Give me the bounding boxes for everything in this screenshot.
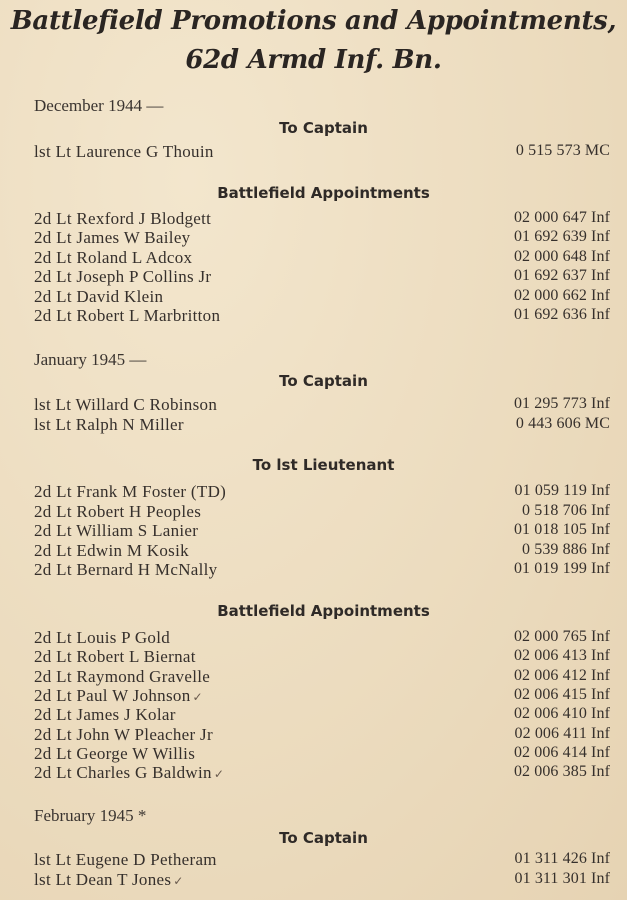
serial-number: 01 692 636 Inf [513, 306, 610, 323]
officer-name-text: 2d Lt Charles G Baldwin [34, 763, 212, 783]
serial-number: 01 019 199 Inf [513, 560, 610, 577]
serial-number: 02 000 647 Inf [513, 209, 610, 226]
officer-name [34, 667, 210, 687]
roster-row [0, 267, 627, 287]
heading-battlefield-appointments-dec: Battlefield Appointments [217, 184, 430, 202]
roster-row [0, 667, 627, 687]
roster-row [0, 521, 627, 541]
serial-number: 02 000 648 Inf [513, 247, 610, 265]
officer-name-text: 2d Lt Robert L Biernat [34, 647, 196, 667]
officer-name-text: 2d Lt David Klein [34, 286, 164, 306]
officer-name-text: 2d Lt Raymond Gravelle [34, 666, 211, 686]
officer-name-text: 2d Lt Louis P Gold [34, 628, 171, 647]
officer-name [34, 870, 184, 890]
heading-to-captain-jan: To Captain [279, 372, 368, 390]
roster-row [0, 744, 627, 764]
roster-row [0, 560, 627, 580]
serial-number: 01 059 119 Inf [514, 482, 610, 499]
officer-name-text: 2d Lt James J Kolar [34, 705, 176, 725]
serial-number: 02 000 765 Inf [513, 628, 610, 645]
roster-row [0, 628, 627, 648]
roster-row [0, 395, 627, 415]
heading-to-captain-dec: To Captain [279, 119, 368, 137]
serial-number: 02 006 410 Inf [513, 705, 610, 723]
officer-name-text: 2d Lt Joseph P Collins Jr [34, 267, 212, 287]
roster-row [0, 763, 627, 783]
officer-name [34, 541, 189, 561]
serial-number: 02 006 385 Inf [513, 763, 610, 781]
roster-row [0, 142, 627, 162]
roster-row [0, 482, 627, 502]
officer-name [34, 142, 214, 162]
officer-name [34, 763, 224, 783]
serial-number: 01 295 773 Inf [513, 395, 610, 412]
serial-number: 01 311 301 Inf [514, 869, 610, 887]
officer-name [34, 228, 190, 248]
officer-name [34, 850, 217, 870]
officer-name [34, 209, 211, 229]
serial-number: 0 518 706 Inf [522, 501, 610, 519]
roster-row [0, 686, 627, 706]
heading-battlefield-appointments-jan: Battlefield Appointments [217, 602, 430, 620]
officer-name-text: 2d Lt Robert H Peoples [34, 501, 202, 521]
officer-name-text: 2d Lt John W Pleacher Jr [34, 724, 213, 744]
roster-row [0, 228, 627, 248]
officer-name-text: lst Lt Eugene D Petheram [34, 850, 217, 869]
roster-row [0, 725, 627, 745]
officer-name [34, 686, 203, 706]
officer-name-text: 2d Lt Edwin M Kosik [34, 540, 189, 560]
serial-number: 02 006 411 Inf [514, 724, 610, 742]
officer-name [34, 287, 163, 307]
date-january-1945: January 1945 — [34, 350, 147, 369]
officer-name [34, 395, 217, 415]
officer-name [34, 705, 176, 725]
officer-name-text: 2d Lt William S Lanier [34, 521, 199, 540]
serial-number: 0 443 606 MC [515, 414, 610, 432]
page-title-line2: 62d Armd Inf. Bn. [185, 45, 442, 75]
checkmark-icon: ✓ [173, 873, 184, 888]
roster-row [0, 415, 627, 435]
date-december-1944: December 1944 — [34, 96, 164, 115]
serial-number: 02 006 415 Inf [513, 685, 610, 703]
serial-number: 02 006 414 Inf [513, 743, 610, 761]
heading-to-lieutenant-jan: To lst Lieutenant [252, 456, 395, 474]
officer-name [34, 628, 170, 648]
officer-name-text: 2d Lt Rexford J Blodgett [34, 209, 212, 228]
roster-row [0, 306, 627, 326]
serial-number: 02 006 413 Inf [513, 647, 610, 665]
officer-name-text: 2d Lt Paul W Johnson [34, 685, 191, 705]
serial-number: 01 018 105 Inf [513, 521, 610, 538]
officer-name-text: 2d Lt Robert L Marbritton [34, 306, 221, 325]
officer-name-text: lst Lt Ralph N Miller [34, 414, 184, 434]
officer-name [34, 306, 220, 326]
page-title-line1: Battlefield Promotions and Appointments, [10, 6, 617, 36]
roster-row [0, 209, 627, 229]
officer-name [34, 415, 184, 435]
officer-name-text: 2d Lt Frank M Foster (TD) [34, 482, 227, 501]
serial-number: 01 692 637 Inf [513, 267, 610, 285]
officer-name [34, 482, 226, 502]
checkmark-icon: ✓ [192, 689, 203, 704]
officer-name [34, 560, 217, 580]
serial-number: 01 692 639 Inf [513, 228, 610, 246]
serial-number: 02 006 412 Inf [513, 666, 610, 684]
officer-name-text: 2d Lt Bernard H McNally [34, 560, 218, 579]
roster-row [0, 502, 627, 522]
officer-name [34, 267, 211, 287]
officer-name-text: 2d Lt Roland L Adcox [34, 247, 193, 267]
officer-name-text: lst Lt Dean T Jones [34, 869, 172, 889]
serial-number: 01 311 426 Inf [514, 850, 610, 867]
roster-row [0, 541, 627, 561]
date-february-1945: February 1945 * [34, 806, 147, 825]
officer-name-text: 2d Lt George W Willis [34, 743, 196, 763]
roster-row [0, 287, 627, 307]
serial-number: 02 000 662 Inf [513, 286, 610, 304]
officer-name [34, 502, 201, 522]
officer-name [34, 744, 195, 764]
officer-name [34, 725, 213, 745]
officer-name [34, 647, 196, 667]
roster-row [0, 705, 627, 725]
roster-row [0, 850, 627, 870]
officer-name-text: 2d Lt James W Bailey [34, 228, 191, 248]
checkmark-icon: ✓ [213, 767, 225, 782]
officer-name [34, 248, 192, 268]
officer-name [34, 521, 198, 541]
serial-number: 0 539 886 Inf [522, 540, 610, 558]
roster-row [0, 870, 627, 890]
officer-name-text: lst Lt Laurence G Thouin [34, 142, 214, 161]
roster-row [0, 248, 627, 268]
officer-name-text: lst Lt Willard C Robinson [34, 395, 218, 414]
serial-number: 0 515 573 MC [515, 142, 610, 159]
roster-row [0, 647, 627, 667]
heading-to-captain-feb: To Captain [279, 829, 368, 847]
